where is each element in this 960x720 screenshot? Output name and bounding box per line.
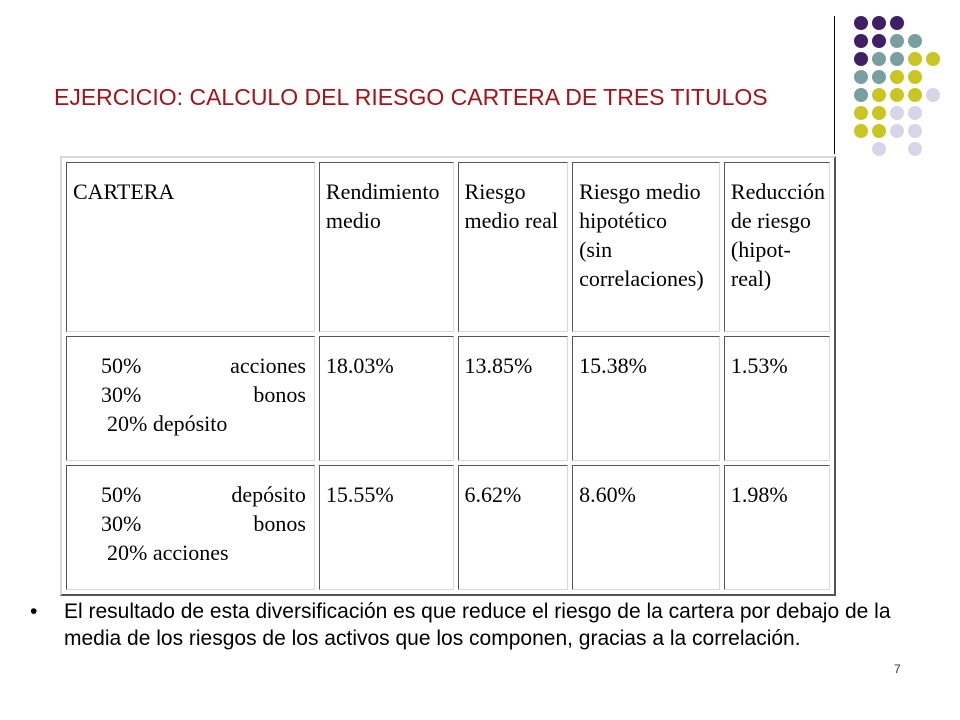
decorative-dot xyxy=(908,34,922,48)
composition-pct: 30% xyxy=(101,511,142,537)
decorative-dot xyxy=(890,70,904,84)
decorative-dot xyxy=(890,106,904,120)
page-number: 7 xyxy=(894,662,901,676)
table-header-row xyxy=(66,162,830,332)
value-cell-riesgo-hipotetico: 15.38% xyxy=(572,336,720,461)
header-text: (hipot- xyxy=(730,237,791,262)
composition-pct: 30% xyxy=(101,382,142,408)
composition-asset: acciones xyxy=(230,353,306,379)
decorative-dot xyxy=(890,34,904,48)
header-text: hipotético xyxy=(579,208,668,233)
composition-line xyxy=(101,538,306,567)
decorative-dot xyxy=(872,34,886,48)
decorative-dot xyxy=(872,52,886,66)
decorative-dot xyxy=(890,16,904,30)
value-cell-reduccion: 1.53% xyxy=(724,336,830,461)
composition-pct: 20% acciones xyxy=(107,540,229,566)
decorative-dot xyxy=(872,124,886,138)
decorative-dot xyxy=(908,106,922,120)
decorative-dot xyxy=(890,124,904,138)
decorative-dot-grid xyxy=(0,0,960,160)
value-cell-riesgo-real: 13.85% xyxy=(458,336,569,461)
bullet-text: El resultado de esta diversificación es que reduce el riesgo de la cartera por debajo de la media de los riesgos de los activos que los componen, gracias a la correlación. xyxy=(64,600,891,650)
composition-asset: bonos xyxy=(253,382,306,408)
decorative-dot xyxy=(872,16,886,30)
portfolio-table-container xyxy=(60,156,836,596)
decorative-dot xyxy=(908,88,922,102)
header-text: medio xyxy=(325,208,381,233)
header-cell-rendimiento xyxy=(319,162,454,332)
decorative-dot xyxy=(890,52,904,66)
decorative-dot xyxy=(854,88,868,102)
composition-pct: 50% xyxy=(101,353,142,379)
decorative-dot xyxy=(926,88,940,102)
header-text: Rendimiento xyxy=(325,179,440,204)
header-cell-reduccion xyxy=(724,162,830,332)
decorative-dot xyxy=(908,70,922,84)
decorative-dot xyxy=(908,124,922,138)
decorative-dot xyxy=(908,142,922,156)
portfolio-composition-cell xyxy=(66,336,315,461)
decorative-dot xyxy=(872,142,886,156)
composition-line xyxy=(101,351,306,380)
header-cell-riesgo-hipotetico xyxy=(572,162,720,332)
composition-line xyxy=(101,380,306,409)
header-text: medio real xyxy=(464,208,558,233)
divider-line xyxy=(834,16,835,154)
decorative-dot xyxy=(854,16,868,30)
header-cell-riesgo-real xyxy=(458,162,569,332)
decorative-dot xyxy=(854,106,868,120)
composition-pct: 20% depósito xyxy=(107,411,228,437)
table-row xyxy=(66,336,830,461)
composition-pct: 50% xyxy=(101,482,142,508)
composition-line xyxy=(101,509,306,538)
decorative-dot xyxy=(854,34,868,48)
header-text: Reducción xyxy=(730,179,825,204)
header-text: de riesgo xyxy=(730,208,811,233)
value-cell-reduccion: 1.98% xyxy=(724,465,830,590)
decorative-dot xyxy=(854,124,868,138)
decorative-dot xyxy=(908,52,922,66)
bullet-paragraph xyxy=(30,598,910,652)
header-text: (sin xyxy=(579,237,613,262)
decorative-dot xyxy=(890,88,904,102)
composition-asset: bonos xyxy=(253,511,306,537)
decorative-dot xyxy=(926,52,940,66)
value-cell-riesgo-hipotetico: 8.60% xyxy=(572,465,720,590)
header-text: CARTERA xyxy=(73,179,175,204)
portfolio-composition-cell xyxy=(66,465,315,590)
header-text: correlaciones) xyxy=(579,266,704,291)
composition-line xyxy=(101,480,306,509)
header-cell-cartera xyxy=(66,162,315,332)
composition-line xyxy=(101,409,306,438)
decorative-dot xyxy=(854,70,868,84)
decorative-dot xyxy=(872,106,886,120)
composition-asset: depósito xyxy=(231,482,306,508)
value-cell-rendimiento: 15.55% xyxy=(319,465,454,590)
header-text: Riesgo xyxy=(464,179,526,204)
value-cell-rendimiento: 18.03% xyxy=(319,336,454,461)
portfolio-table xyxy=(60,156,836,596)
decorative-dot xyxy=(872,88,886,102)
header-text: Riesgo medio xyxy=(579,179,701,204)
value-cell-riesgo-real: 6.62% xyxy=(458,465,569,590)
slide-title: EJERCICIO: CALCULO DEL RIESGO CARTERA DE TRES TITULOS xyxy=(54,84,768,110)
bullet-marker: • xyxy=(30,600,38,623)
table-row xyxy=(66,465,830,590)
header-text: real) xyxy=(730,266,772,291)
decorative-dot xyxy=(854,52,868,66)
decorative-dot xyxy=(872,70,886,84)
